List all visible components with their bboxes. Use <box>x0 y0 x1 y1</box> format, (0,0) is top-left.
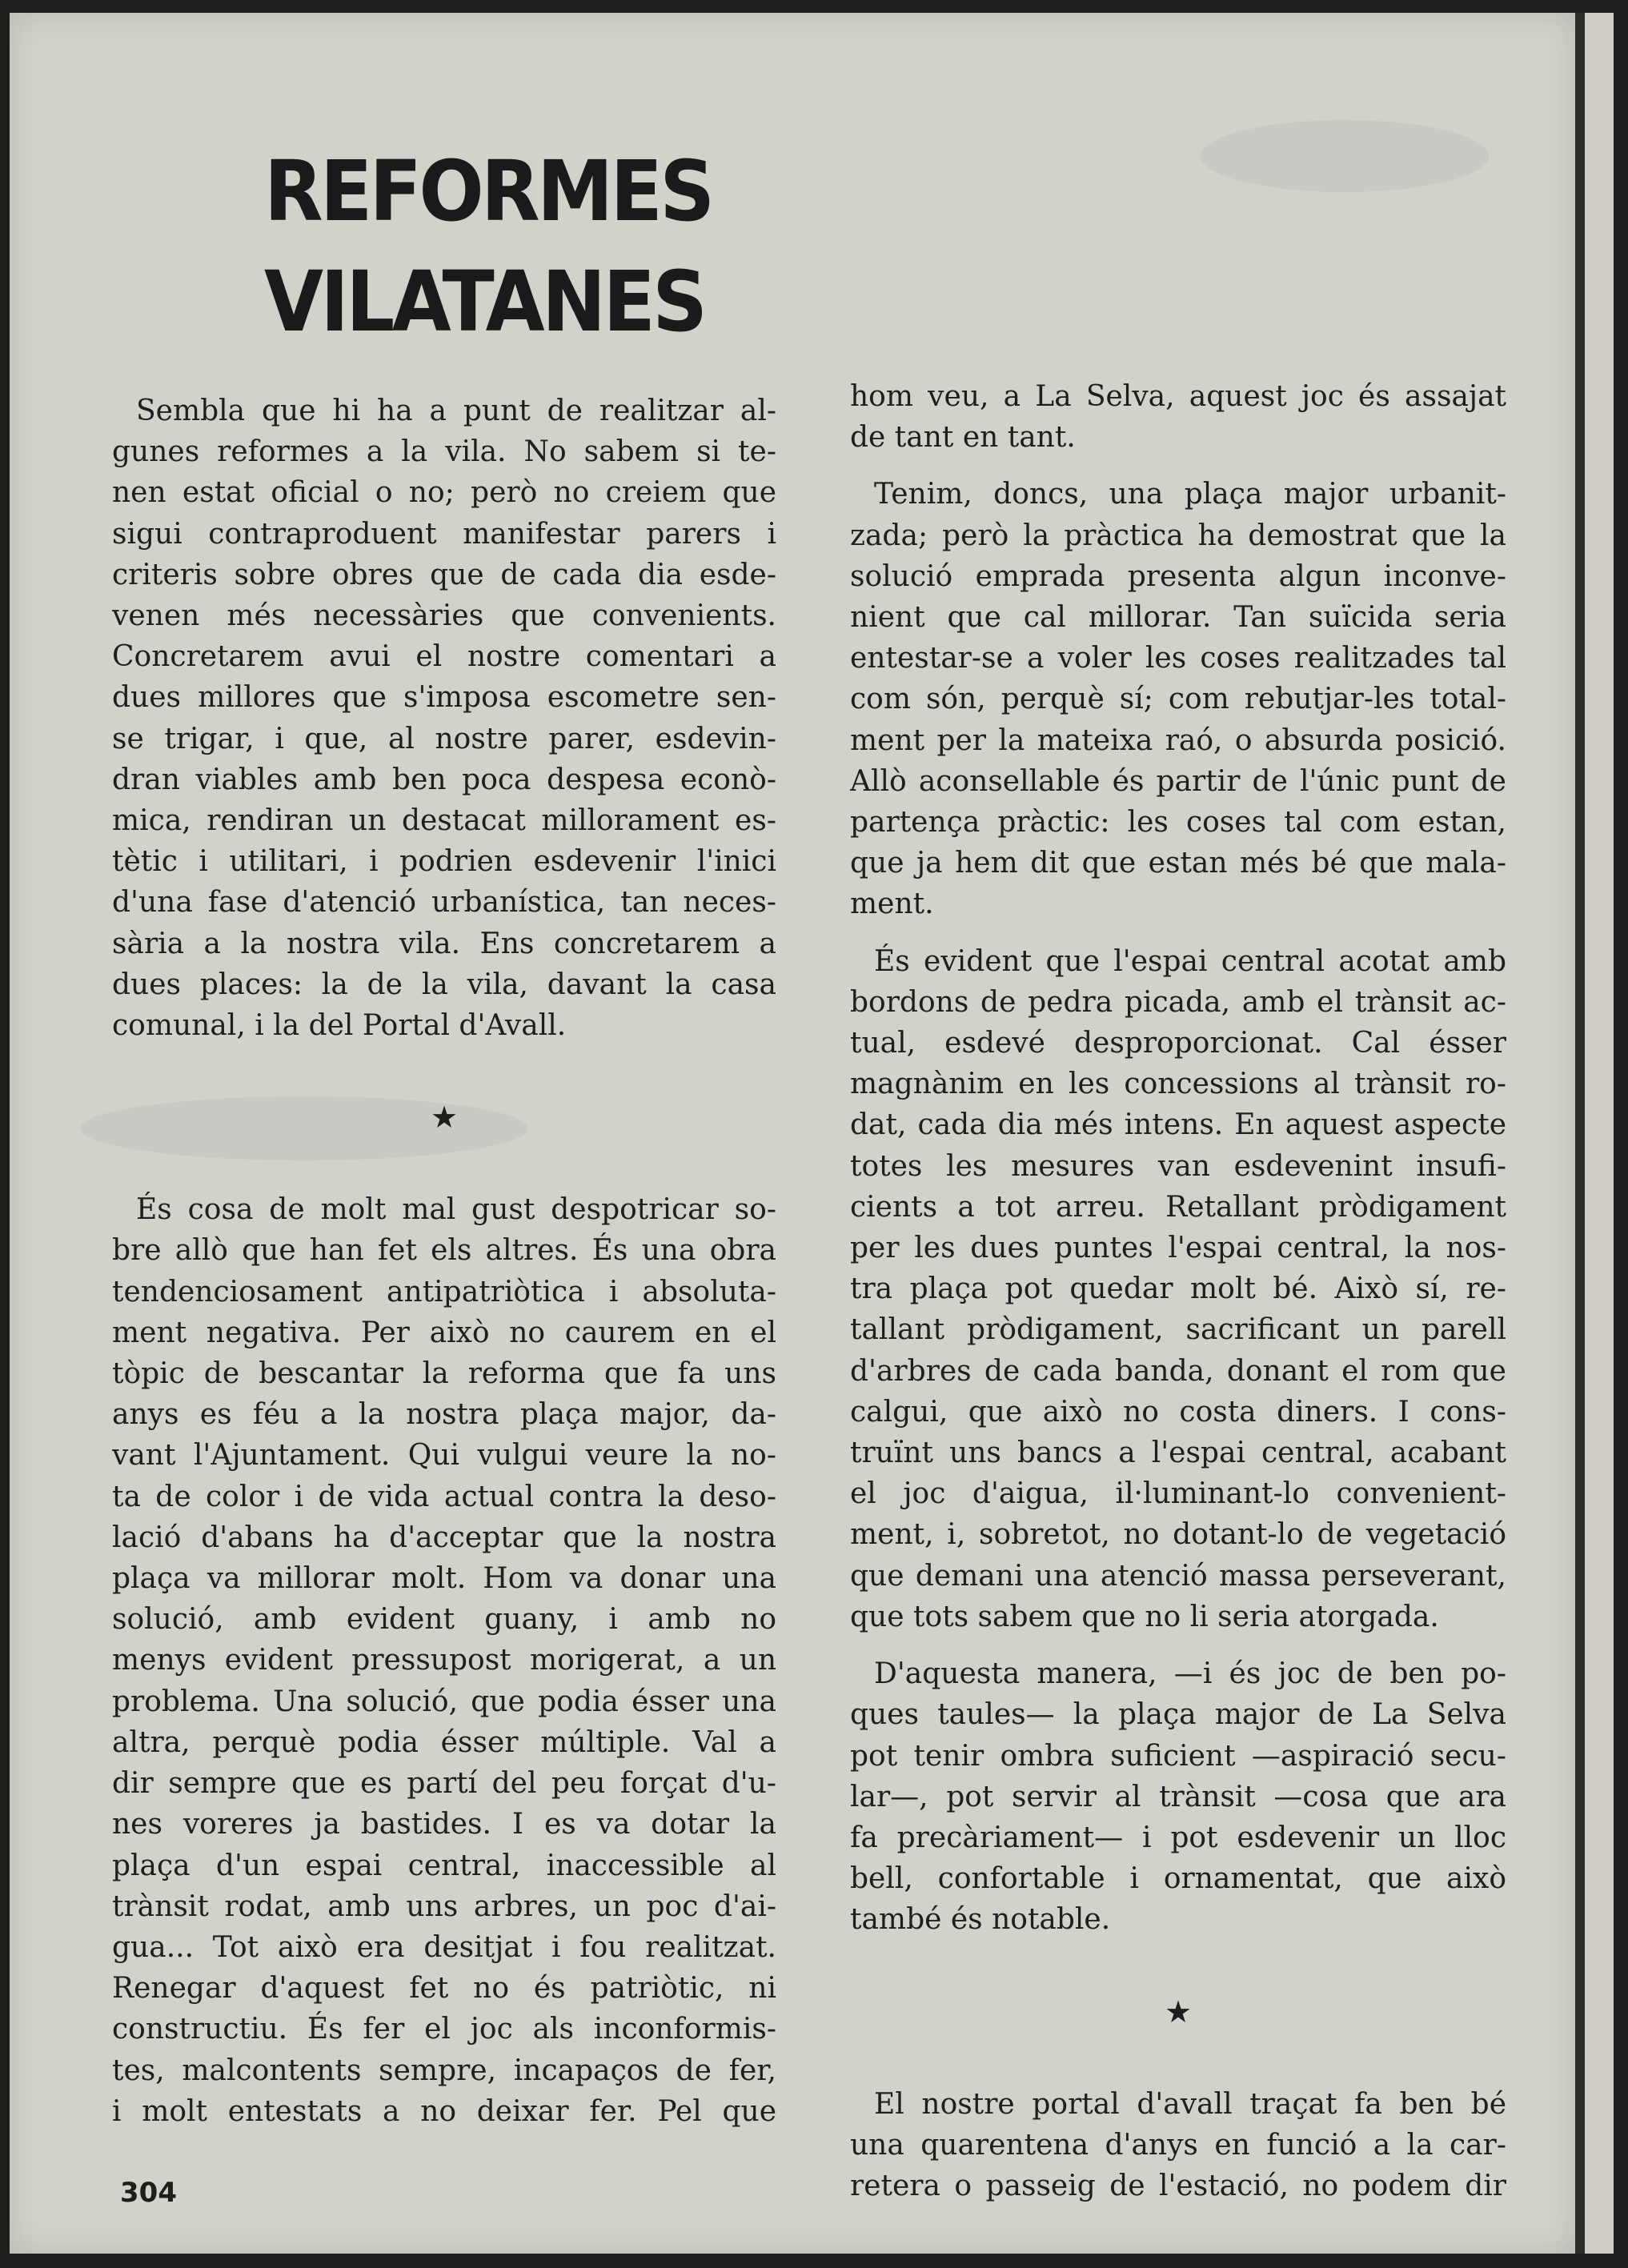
text-line: Concretarem avui el nostre comentari a <box>112 640 776 674</box>
text-line: ta de color i de vida actual contra la deso- <box>112 1480 776 1513</box>
text-line: venen més necessàries que convenients. <box>112 599 776 633</box>
text-line: Allò aconsellable és partir de l'únic punt de <box>850 764 1506 798</box>
text-line: lar—, pot servir al trànsit —cosa que ara <box>850 1780 1506 1813</box>
page-edge <box>1575 13 1614 2254</box>
text-line: retera o passeig de l'estació, no podem dir <box>850 2169 1506 2202</box>
text-line: criteris sobre obres que de cada dia esde- <box>112 558 776 591</box>
text-line: entestar-se a voler les coses realitzades tal <box>850 642 1506 675</box>
text-line: dran viables amb ben poca despesa econò- <box>112 763 776 796</box>
text-line: constructiu. És fer el joc als inconformis- <box>112 2013 776 2046</box>
text-line: que ja hem dit que estan més bé que mala- <box>850 847 1506 880</box>
text-line: magnànim en les concessions al trànsit ro- <box>850 1068 1506 1101</box>
text-line: tètic i utilitari, i podrien esdevenir l'inici <box>112 845 776 879</box>
text-line: dues millores que s'imposa escometre sen- <box>112 681 776 715</box>
text-line: nen estat oficial o no; però no creiem que <box>112 476 776 510</box>
text-line: dues places: la de la vila, davant la casa <box>112 968 776 1001</box>
left-text-column <box>112 391 776 2132</box>
text-line: zada; però la pràctica ha demostrat que la <box>850 519 1506 552</box>
text-line: que tots sabem que no li seria atorgada. <box>850 1600 1439 1633</box>
text-line: D'aquesta manera, —i és joc de ben po- <box>874 1657 1506 1691</box>
text-line: solució, amb evident guany, i amb no <box>112 1603 776 1637</box>
text-line: dir sempre que es partí del peu forçat d'u- <box>112 1767 776 1801</box>
right-text-column <box>850 376 1506 2206</box>
text-line: altra, perquè podia ésser múltiple. Val a <box>112 1725 776 1759</box>
text-line: el joc d'aigua, il·luminant-lo convenient- <box>850 1477 1506 1511</box>
text-line: se trigar, i que, al nostre parer, esdevin- <box>112 722 776 755</box>
text-line: tual, esdevé desproporcionat. Cal ésser <box>850 1027 1506 1060</box>
text-line: tòpic de bescantar la reforma que fa uns <box>112 1357 776 1391</box>
text-line: hom veu, a La Selva, aquest joc és assajat <box>850 380 1506 413</box>
section-divider-star: ★ <box>430 1100 459 1136</box>
text-line: ment. <box>850 888 934 921</box>
text-line: com són, perquè sí; com rebutjar-les total- <box>850 683 1506 716</box>
text-line: Renegar d'aquest fet no és patriòtic, ni <box>112 1972 776 2006</box>
text-line: menys evident pressupost morigerat, a un <box>112 1644 776 1677</box>
text-line: bell, confortable i ornamentat, que això <box>850 1862 1506 1896</box>
text-line: ques taules— la plaça major de La Selva <box>850 1698 1506 1732</box>
text-line: tendenciosament antipatriòtica i absoluta- <box>112 1275 776 1308</box>
section-divider-star: ★ <box>1164 1994 1193 2030</box>
text-line: que demani una atenció massa perseverant, <box>850 1559 1506 1593</box>
text-line: plaça d'un espai central, inaccessible al <box>112 1849 776 1882</box>
text-line: una quarentena d'anys en funció a la car- <box>850 2128 1506 2162</box>
text-line: truïnt uns bancs a l'espai central, acabant <box>850 1437 1506 1470</box>
text-line: trànsit rodat, amb uns arbres, un poc d'ai- <box>112 1889 776 1923</box>
text-line: també és notable. <box>850 1903 1111 1937</box>
text-line: comunal, i la del Portal d'Avall. <box>112 1009 567 1043</box>
text-line: mica, rendiran un destacat millorament es- <box>112 804 776 838</box>
text-line: ment negativa. Per això no caurem en el <box>112 1316 776 1349</box>
page-number: 304 <box>120 2177 177 2209</box>
title-line: VILATANES <box>264 253 705 351</box>
text-line: d'arbres de cada banda, donant el rom que <box>850 1354 1506 1388</box>
text-line: tra plaça pot quedar molt bé. Això sí, re- <box>850 1272 1506 1306</box>
text-line: tallant pròdigament, sacrificant un parell <box>850 1313 1506 1347</box>
text-line: i molt entestats a no deixar fer. Pel que <box>112 2094 776 2128</box>
text-line: fa precàriament— i pot esdevenir un lloc <box>850 1821 1506 1854</box>
text-line: totes les mesures van esdevenint insufi- <box>850 1149 1506 1183</box>
text-line: nient que cal millorar. Tan suïcida seria <box>850 601 1506 635</box>
text-line: calgui, que això no costa diners. I cons- <box>850 1395 1506 1429</box>
print-through-smudge <box>1201 120 1489 192</box>
text-line: bordons de pedra picada, amb el trànsit ac- <box>850 985 1506 1019</box>
text-line: dat, cada dia més intens. En aquest aspecte <box>850 1108 1506 1142</box>
text-line: sigui contraproduent manifestar parers i <box>112 517 776 551</box>
text-line: solució emprada presenta algun inconve- <box>850 559 1506 593</box>
text-line: plaça va millorar molt. Hom va donar una <box>112 1562 776 1596</box>
text-line: Tenim, doncs, una plaça major urbanit- <box>874 478 1506 511</box>
text-line: per les dues puntes l'espai central, la nos- <box>850 1232 1506 1265</box>
text-line: d'una fase d'atenció urbanística, tan neces- <box>112 886 776 920</box>
text-line: És cosa de molt mal gust despotricar so- <box>136 1193 776 1227</box>
text-line: bre allò que han fet els altres. És una obra <box>112 1234 776 1268</box>
text-line: problema. Una solució, que podia ésser una <box>112 1685 776 1718</box>
article-title <box>264 136 712 357</box>
text-line: de tant en tant. <box>850 421 1076 455</box>
text-line: gunes reformes a la vila. No sabem si te- <box>112 435 776 469</box>
text-line: El nostre portal d'avall traçat fa ben bé <box>874 2087 1506 2121</box>
text-line: nes voreres ja bastides. I es va dotar la <box>112 1808 776 1841</box>
text-line: ment per la mateixa raó, o absurda posició. <box>850 723 1506 757</box>
text-line: tes, malcontents sempre, incapaços de fer, <box>112 2054 776 2087</box>
text-line: lació d'abans ha d'acceptar que la nostra <box>112 1521 776 1554</box>
text-line: partença pràctic: les coses tal com estan, <box>850 806 1506 839</box>
text-line: anys es féu a la nostra plaça major, da- <box>112 1398 776 1432</box>
text-line: cients a tot arreu. Retallant pròdigament <box>850 1190 1506 1224</box>
text-line: pot tenir ombra suficient —aspiració secu- <box>850 1739 1506 1773</box>
text-line: Sembla que hi ha a punt de realitzar al- <box>136 395 776 427</box>
text-line: És evident que l'espai central acotat amb <box>874 944 1506 978</box>
text-line: gua... Tot això era desitjat i fou realitzat. <box>112 1930 776 1964</box>
title-line: REFORMES <box>264 142 712 240</box>
text-line: vant l'Ajuntament. Qui vulgui veure la no- <box>112 1439 776 1473</box>
text-line: sària a la nostra vila. Ens concretarem a <box>112 927 776 960</box>
text-line: ment, i, sobretot, no dotant-lo de vegetació <box>850 1518 1506 1552</box>
